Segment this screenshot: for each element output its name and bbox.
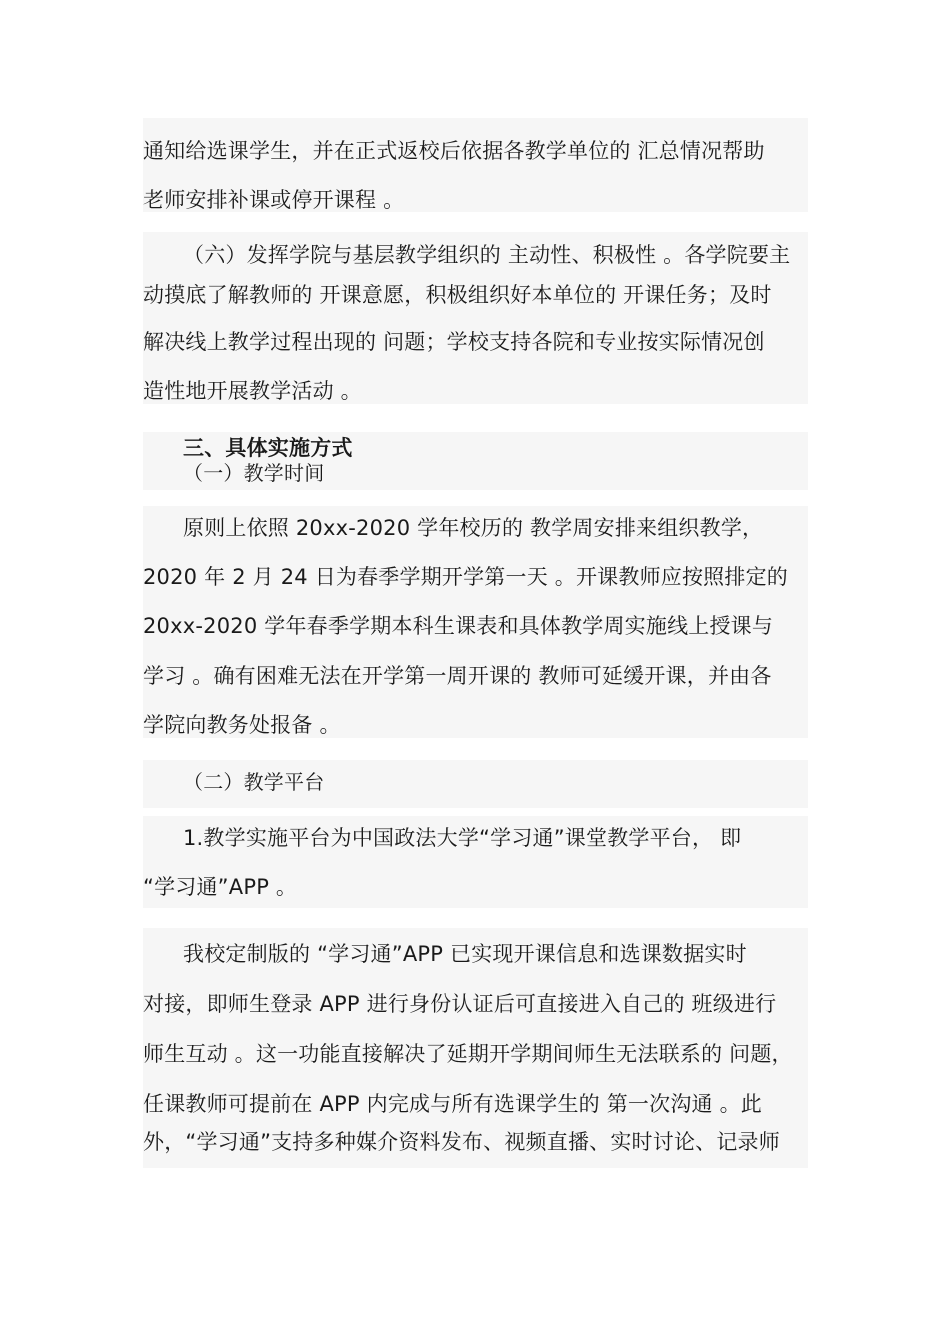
- body-line: 20xx-2020 学年春季学期本科生课表和具体教学周实施线上授课与: [143, 614, 774, 638]
- body-line: 师生互动 。这一功能直接解决了延期开学期间师生无法联系的 问题，: [143, 1042, 793, 1066]
- body-line: 对接，即师生登录 APP 进行身份认证后可直接进入自己的 班级进行: [143, 992, 777, 1016]
- body-line: 2020 年 2 月 24 日为春季学期开学第一天 。开课教师应按照排定的: [143, 565, 788, 589]
- body-line: 任课教师可提前在 APP 内完成与所有选课学生的 第一次沟通 。此: [143, 1092, 762, 1116]
- body-line: 通知给选课学生，并在正式返校后依据各教学单位的 汇总情况帮助: [143, 139, 765, 163]
- body-line: 动摸底了解教师的 开课意愿，积极组织好本单位的 开课任务；及时: [143, 283, 772, 307]
- body-line: 造性地开展教学活动 。: [143, 379, 362, 403]
- body-line: 我校定制版的 “学习通”APP 已实现开课信息和选课数据实时: [183, 942, 747, 966]
- body-line: 老师安排补课或停开课程 。: [143, 188, 405, 212]
- subsection-heading: （一）教学时间: [183, 461, 325, 485]
- body-line: “学习通”APP 。: [143, 875, 298, 899]
- body-line: 解决线上教学过程出现的 问题；学校支持各院和专业按实际情况创: [143, 330, 765, 354]
- body-line: 外，“学习通”支持多种媒介资料发布、视频直播、实时讨论、记录师: [143, 1130, 780, 1154]
- body-line: 1.教学实施平台为中国政法大学“学习通”课堂教学平台， 即: [183, 826, 742, 850]
- subsection-heading: （二）教学平台: [183, 770, 325, 794]
- body-line: 原则上依照 20xx-2020 学年校历的 教学周安排来组织教学，: [183, 516, 764, 540]
- body-line: （六）发挥学院与基层教学组织的 主动性、积极性 。各学院要主: [183, 243, 791, 267]
- body-line: 学习 。确有困难无法在开学第一周开课的 教师可延缓开课，并由各: [143, 664, 772, 688]
- body-line: 学院向教务处报备 。: [143, 713, 341, 737]
- section-heading: 三、具体实施方式: [183, 436, 353, 460]
